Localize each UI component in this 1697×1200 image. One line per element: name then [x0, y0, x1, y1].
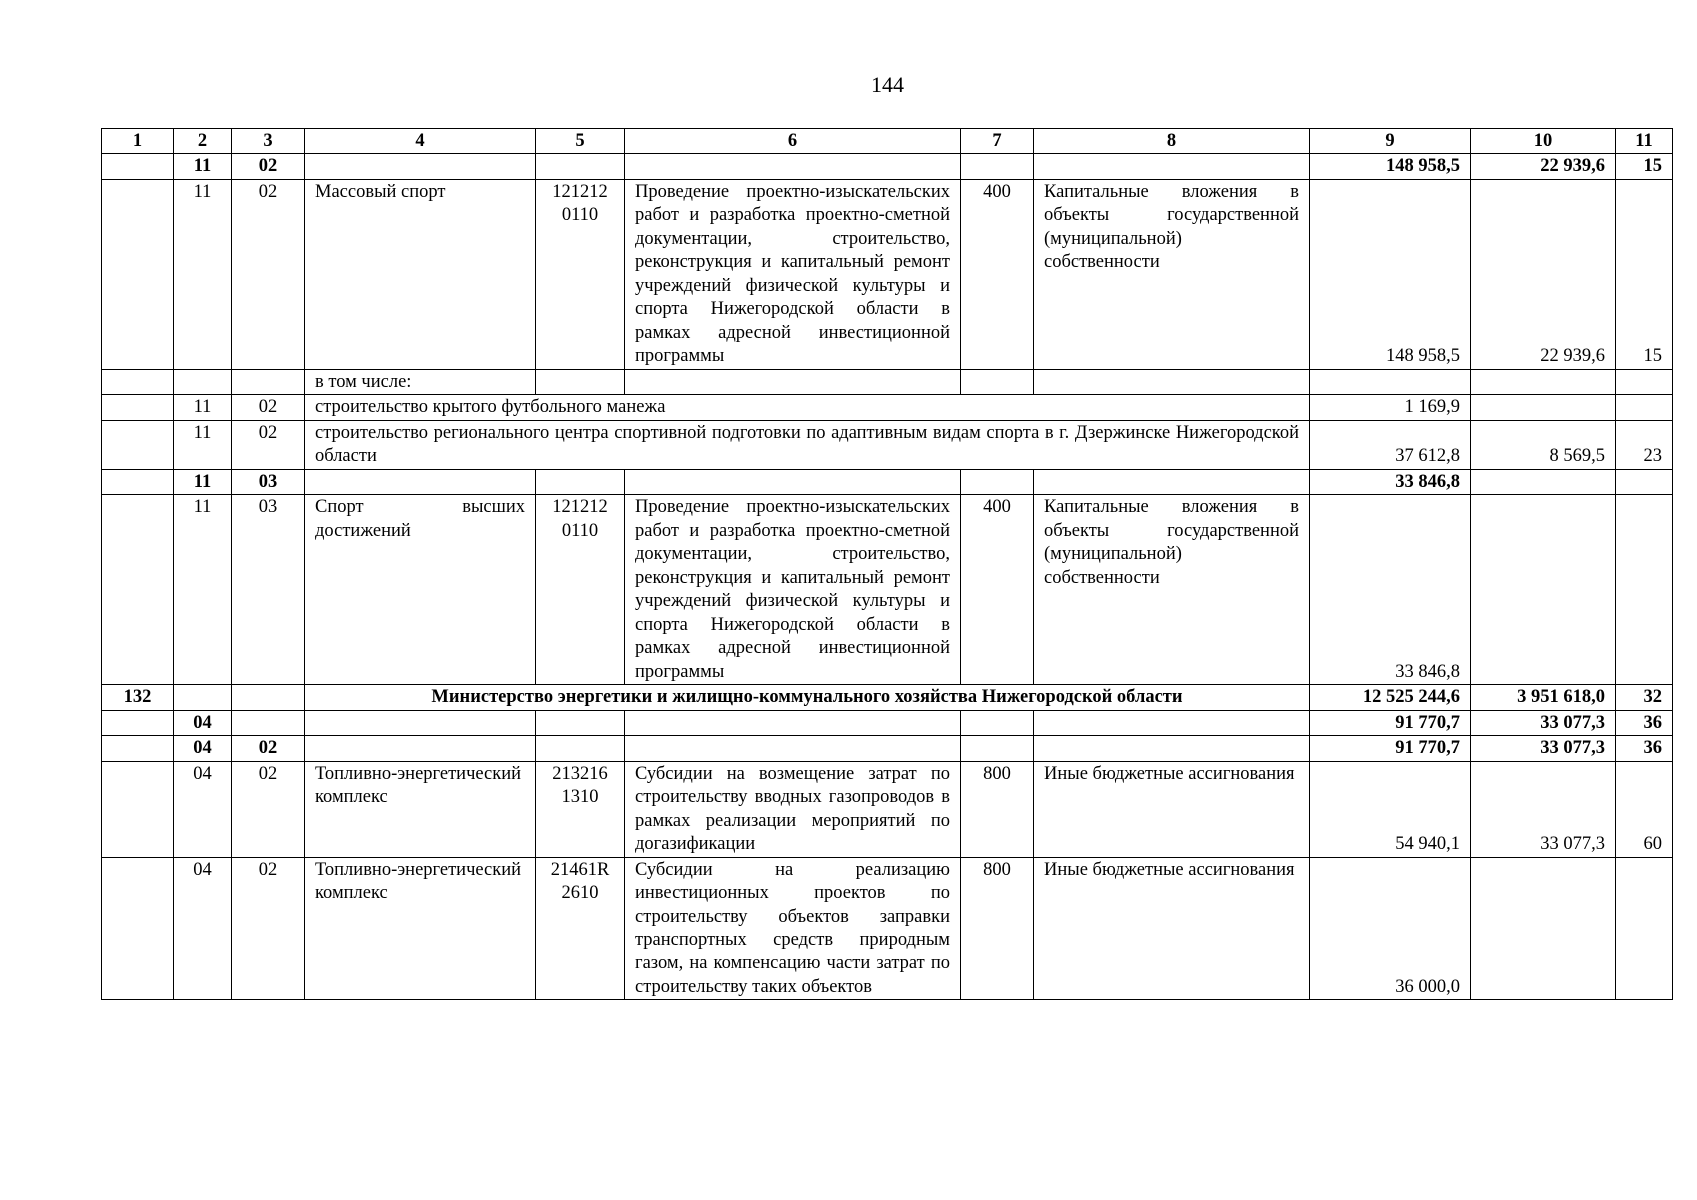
section-code: 11 — [174, 469, 232, 494]
subsection-code: 02 — [232, 857, 305, 1000]
amount-cell: 91 770,7 — [1310, 736, 1471, 761]
amount-cell: 36 000,0 — [1310, 857, 1471, 1000]
amount-cell: 8 569,5 — [1471, 420, 1616, 469]
table-row — [102, 857, 1673, 1000]
amount-cell: 15 — [1616, 179, 1673, 369]
target-code: 121212 0110 — [536, 495, 625, 685]
table-cell — [1034, 469, 1310, 494]
expense-type-name: Иные бюджетные ассигнования — [1034, 761, 1310, 857]
measure-description: Субсидии на реализацию инвестиционных проектов по строительству объектов заправки транспортных средств природным газом, на компенсацию части затрат по строительству таких объектов — [625, 857, 961, 1000]
table-cell — [102, 420, 174, 469]
subsection-code: 02 — [232, 395, 305, 420]
table-cell — [232, 710, 305, 735]
table-cell — [536, 469, 625, 494]
table-cell — [1616, 369, 1673, 394]
target-code: 213216 1310 — [536, 761, 625, 857]
table-cell — [102, 179, 174, 369]
table-cell — [536, 736, 625, 761]
header-cell: 1 — [102, 129, 174, 154]
amount-cell: 1 169,9 — [1310, 395, 1471, 420]
table-cell — [1471, 369, 1616, 394]
table-cell — [102, 495, 174, 685]
subsection-code: 02 — [232, 179, 305, 369]
table-cell — [1034, 710, 1310, 735]
amount-cell: 36 — [1616, 736, 1673, 761]
table-cell — [625, 736, 961, 761]
section-code: 11 — [174, 420, 232, 469]
amount-cell: 33 077,3 — [1471, 761, 1616, 857]
table-cell — [102, 154, 174, 179]
ministry-code: 132 — [102, 685, 174, 710]
header-cell: 2 — [174, 129, 232, 154]
header-cell: 8 — [1034, 129, 1310, 154]
table-cell — [1616, 469, 1673, 494]
subsection-code: 02 — [232, 154, 305, 179]
amount-cell: 15 — [1616, 154, 1673, 179]
table-cell — [1471, 857, 1616, 1000]
table-row — [102, 179, 1673, 369]
table-cell — [625, 710, 961, 735]
including-label: в том числе: — [305, 369, 536, 394]
table-cell — [305, 154, 536, 179]
table-cell — [102, 395, 174, 420]
header-cell: 11 — [1616, 129, 1673, 154]
table-cell — [174, 369, 232, 394]
table-cell — [1471, 469, 1616, 494]
amount-cell: 3 951 618,0 — [1471, 685, 1616, 710]
amount-cell: 22 939,6 — [1471, 179, 1616, 369]
program-name: Топливно-энергетический комплекс — [305, 857, 536, 1000]
table-cell — [961, 369, 1034, 394]
table-cell — [1310, 369, 1471, 394]
table-cell — [625, 154, 961, 179]
table-row — [102, 369, 1673, 394]
table-row — [102, 395, 1673, 420]
object-name: строительство регионального центра спортивной подготовки по адаптивным видам спорта в г. Дзержинске Нижегородской области — [305, 420, 1310, 469]
table-cell — [625, 369, 961, 394]
amount-cell: 22 939,6 — [1471, 154, 1616, 179]
program-name: Массовый спорт — [305, 179, 536, 369]
amount-cell: 36 — [1616, 710, 1673, 735]
amount-cell: 60 — [1616, 761, 1673, 857]
table-cell — [102, 469, 174, 494]
program-name: Спорт высших достижений — [305, 495, 536, 685]
amount-cell: 33 077,3 — [1471, 736, 1616, 761]
header-cell: 4 — [305, 129, 536, 154]
amount-cell: 148 958,5 — [1310, 154, 1471, 179]
amount-cell: 37 612,8 — [1310, 420, 1471, 469]
table-cell — [102, 710, 174, 735]
table-cell — [232, 685, 305, 710]
table-cell — [174, 685, 232, 710]
section-code: 04 — [174, 736, 232, 761]
table-cell — [1034, 154, 1310, 179]
subsection-code: 03 — [232, 495, 305, 685]
table-cell — [961, 154, 1034, 179]
subsection-code: 02 — [232, 420, 305, 469]
object-name: строительство крытого футбольного манежа — [305, 395, 1310, 420]
table-cell — [1616, 857, 1673, 1000]
amount-cell: 23 — [1616, 420, 1673, 469]
table-cell — [305, 710, 536, 735]
subsection-code: 02 — [232, 761, 305, 857]
table-row — [102, 469, 1673, 494]
table-cell — [102, 736, 174, 761]
page-number: 144 — [871, 72, 904, 97]
expense-type-code: 800 — [961, 761, 1034, 857]
table-cell — [1034, 369, 1310, 394]
table-cell — [961, 469, 1034, 494]
amount-cell: 33 846,8 — [1310, 469, 1471, 494]
table-row — [102, 495, 1673, 685]
table-cell — [305, 469, 536, 494]
expense-type-code: 800 — [961, 857, 1034, 1000]
expense-type-code: 400 — [961, 495, 1034, 685]
amount-cell: 148 958,5 — [1310, 179, 1471, 369]
header-cell: 5 — [536, 129, 625, 154]
table-row — [102, 685, 1673, 710]
header-cell: 10 — [1471, 129, 1616, 154]
table-cell — [1034, 736, 1310, 761]
ministry-name: Министерство энергетики и жилищно-коммунального хозяйства Нижегородской области — [305, 685, 1310, 710]
amount-cell: 91 770,7 — [1310, 710, 1471, 735]
header-cell: 3 — [232, 129, 305, 154]
table-row — [102, 420, 1673, 469]
table-row — [102, 761, 1673, 857]
table-row — [102, 154, 1673, 179]
section-code: 11 — [174, 154, 232, 179]
measure-description: Проведение проектно-изыскательских работ и разработка проектно-сметной документации, строительство, реконструкция и капитальный ремонт учреждений физической культуры и спорта Нижегородской области в рамках адресной инвестиционной программы — [625, 179, 961, 369]
program-name: Топливно-энергетический комплекс — [305, 761, 536, 857]
table-cell — [536, 710, 625, 735]
table-cell — [1616, 395, 1673, 420]
section-code: 04 — [174, 857, 232, 1000]
header-cell: 7 — [961, 129, 1034, 154]
section-code: 11 — [174, 495, 232, 685]
expense-type-name: Капитальные вложения в объекты государственной (муниципальной) собственности — [1034, 179, 1310, 369]
table-cell — [961, 710, 1034, 735]
section-code: 04 — [174, 761, 232, 857]
amount-cell: 12 525 244,6 — [1310, 685, 1471, 710]
section-code: 11 — [174, 395, 232, 420]
subsection-code: 02 — [232, 736, 305, 761]
amount-cell: 32 — [1616, 685, 1673, 710]
table-cell — [625, 469, 961, 494]
table-cell — [305, 736, 536, 761]
amount-cell: 54 940,1 — [1310, 761, 1471, 857]
header-cell: 9 — [1310, 129, 1471, 154]
table-cell — [1616, 495, 1673, 685]
table-cell — [102, 857, 174, 1000]
expense-type-code: 400 — [961, 179, 1034, 369]
table-header-row — [102, 129, 1673, 154]
table-cell — [232, 369, 305, 394]
budget-table — [101, 128, 1673, 1000]
table-cell — [102, 761, 174, 857]
amount-cell: 33 077,3 — [1471, 710, 1616, 735]
table-cell — [1471, 495, 1616, 685]
table-cell — [102, 369, 174, 394]
expense-type-name: Капитальные вложения в объекты государственной (муниципальной) собственности — [1034, 495, 1310, 685]
measure-description: Проведение проектно-изыскательских работ и разработка проектно-сметной документации, строительство, реконструкция и капитальный ремонт учреждений физической культуры и спорта Нижегородской области в рамках адресной инвестиционной программы — [625, 495, 961, 685]
table-cell — [1471, 395, 1616, 420]
section-code: 11 — [174, 179, 232, 369]
header-cell: 6 — [625, 129, 961, 154]
table-cell — [536, 154, 625, 179]
table-row — [102, 710, 1673, 735]
subsection-code: 03 — [232, 469, 305, 494]
target-code: 21461R 2610 — [536, 857, 625, 1000]
amount-cell: 33 846,8 — [1310, 495, 1471, 685]
measure-description: Субсидии на возмещение затрат по строительству вводных газопроводов в рамках реализации мероприятий по догазификации — [625, 761, 961, 857]
table-row — [102, 736, 1673, 761]
table-cell — [961, 736, 1034, 761]
table-cell — [536, 369, 625, 394]
target-code: 121212 0110 — [536, 179, 625, 369]
expense-type-name: Иные бюджетные ассигнования — [1034, 857, 1310, 1000]
section-code: 04 — [174, 710, 232, 735]
